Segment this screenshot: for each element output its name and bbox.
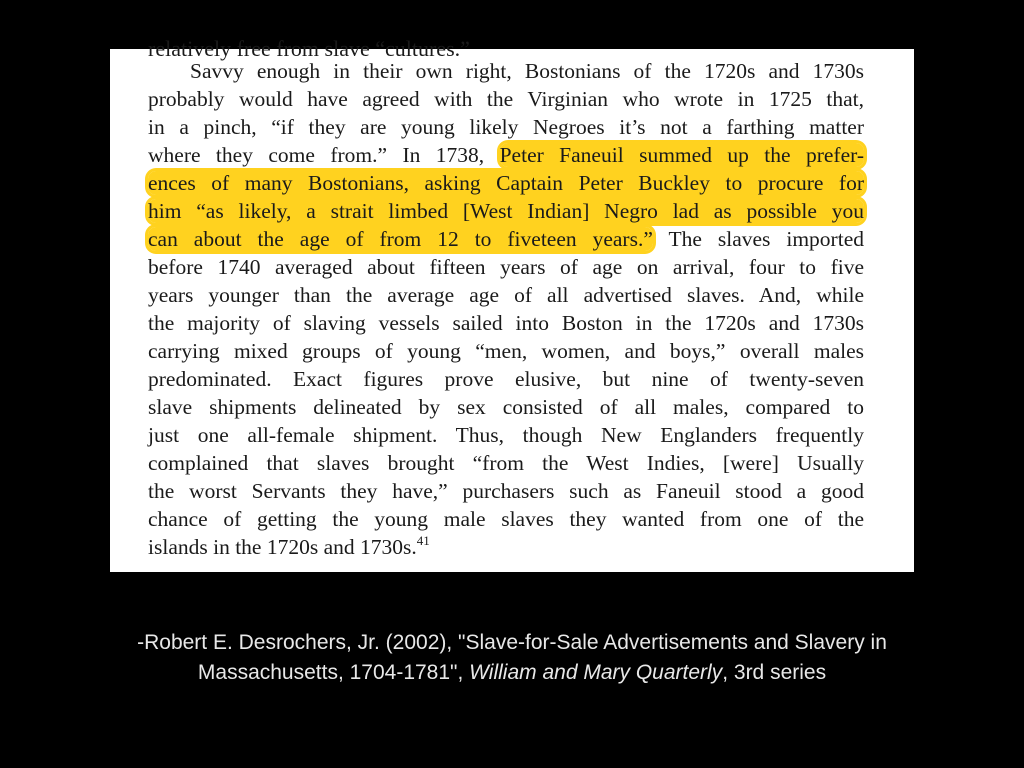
text-line (148, 253, 864, 281)
text-line (148, 225, 864, 253)
text-line (148, 169, 864, 197)
highlighted-quote: him “as likely, a strait limbed [West Indian] Negro lad as possible you (148, 199, 864, 223)
line-text: predominated. Exact figures prove elusive, but nine of twenty-seven (148, 367, 864, 391)
text-line (148, 113, 864, 141)
line-text: The slaves imported (652, 227, 864, 251)
footnote-marker: 41 (416, 533, 430, 548)
line-text: the worst Servants they have,” purchasers such as Faneuil stood a good (148, 479, 864, 503)
text-line (148, 365, 864, 393)
text-line (148, 309, 864, 337)
text-line (148, 477, 864, 505)
line-text: carrying mixed groups of young “men, women, and boys,” overall males (148, 339, 864, 363)
line-text: in a pinch, “if they are young likely Negroes it’s not a farthing matter (148, 115, 864, 139)
cut-off-line: relatively free from slave “cultures.” (148, 36, 470, 61)
text-line (148, 281, 864, 309)
line-text: before 1740 averaged about fifteen years of age on arrival, four to five (148, 255, 864, 279)
line-text: probably would have agreed with the Virginian who wrote in 1725 that, (148, 87, 864, 111)
line-text: islands in the 1720s and 1730s. (148, 535, 417, 559)
citation-caption (100, 628, 924, 688)
line-text: where they come from.” In 1738, (148, 143, 500, 167)
text-line (148, 337, 864, 365)
citation-series: , 3rd series (722, 661, 827, 684)
citation-text: -Robert E. Desrochers, Jr. (2002), "Slave-for-Sale Advertisements and Slavery in Massachusetts, 1704-1781", (137, 631, 887, 684)
text-line (148, 141, 864, 169)
line-text: the majority of slaving vessels sailed into Boston in the 1720s and 1730s (148, 311, 864, 335)
line-text: slave shipments delineated by sex consisted of all males, compared to (148, 395, 864, 419)
line-text: chance of getting the young male slaves they wanted from one of the (148, 507, 864, 531)
line-text: just one all-female shipment. Thus, though New Englanders frequently (148, 423, 864, 447)
highlighted-quote: can about the age of from 12 to fiveteen years.” (148, 227, 653, 251)
journal-title: William and Mary Quarterly (469, 661, 723, 684)
text-line (148, 505, 864, 533)
text-line (148, 421, 864, 449)
text-line (148, 85, 864, 113)
text-line (148, 197, 864, 225)
text-line (148, 533, 430, 561)
line-text: years younger than the average age of all advertised slaves. And, while (148, 283, 864, 307)
text-line (148, 393, 864, 421)
text-line (190, 57, 864, 85)
line-text: Savvy enough in their own right, Bostonians of the 1720s and 1730s (190, 59, 864, 83)
scanned-page-excerpt (110, 36, 914, 572)
highlighted-quote: ences of many Bostonians, asking Captain Peter Buckley to procure for (148, 171, 864, 195)
text-line (148, 449, 864, 477)
highlighted-quote: Peter Faneuil summed up the prefer- (499, 143, 864, 167)
line-text: complained that slaves brought “from the West Indies, [were] Usually (148, 451, 864, 475)
